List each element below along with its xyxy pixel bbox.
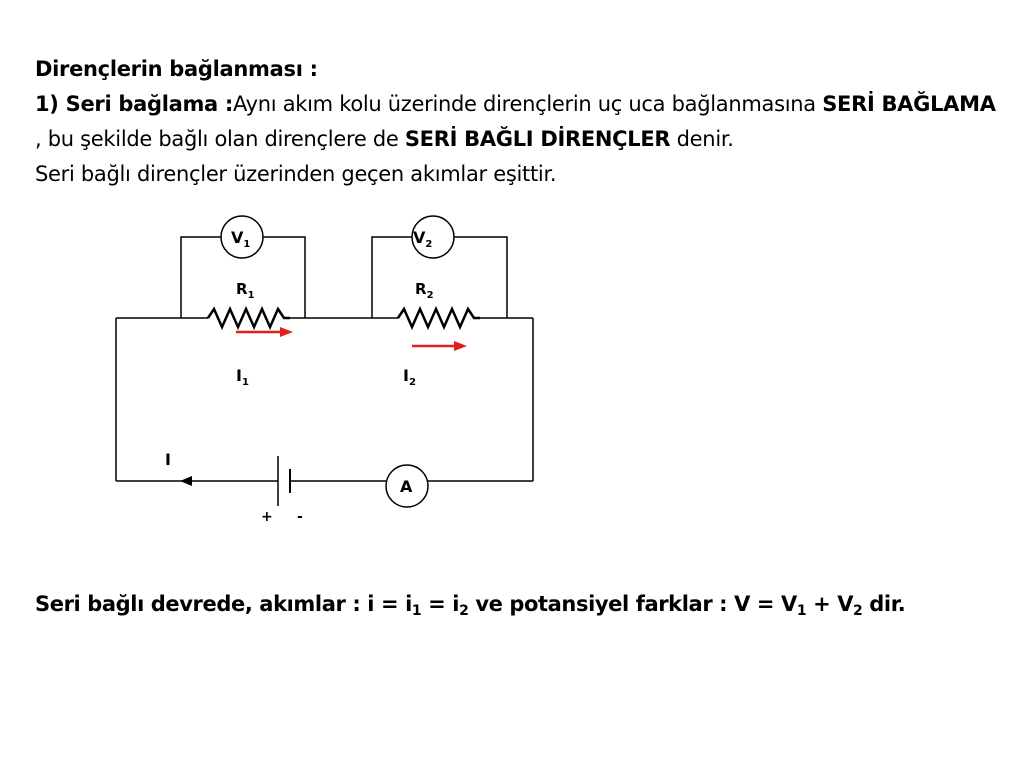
voltmeter1-label: $V_1$ [231, 228, 251, 250]
voltmeter2-branch [372, 237, 412, 318]
definition-text-3: denir. [670, 127, 734, 151]
battery-plus-label: + [261, 509, 273, 525]
formula-prefix: Seri bağlı devrede, akımlar : [35, 592, 368, 616]
voltmeter1-branch-right [263, 237, 305, 318]
definition-term-1: SERİ BAĞLAMA [822, 92, 996, 116]
circuit-wires [116, 237, 533, 481]
current-arrow-1 [236, 327, 293, 337]
formula-voltage-sub1: 1 [796, 603, 807, 619]
voltmeter2-branch-right [454, 237, 507, 318]
current2-label: $I_2$ [403, 366, 416, 388]
resistor2-label: $R_2$ [415, 280, 434, 301]
current-note: Seri bağlı dirençler üzerinden geçen akımlar eşittir. [35, 162, 557, 186]
resistor1-label: $R_1$ [236, 280, 255, 301]
resistor2-zigzag [398, 309, 480, 327]
definition-term-2: SERİ BAĞLI DİRENÇLER [404, 127, 671, 151]
series-formula-line [35, 588, 1020, 627]
main-current-arrow [180, 476, 192, 486]
definition-text-2: , bu şekilde bağlı olan dirençlere de [35, 127, 405, 151]
formula-current-eq: = i [421, 592, 460, 616]
formula-mid-text: ve potansiyel farklar : [468, 592, 735, 616]
main-current-label: I [165, 450, 171, 469]
formula-current-sub2: 2 [459, 603, 469, 619]
definition-lead: 1) Seri bağlama : [35, 92, 234, 116]
battery-minus-label: - [297, 509, 303, 525]
page-heading: Dirençlerin bağlanması : [35, 57, 318, 81]
formula-suffix: dir. [862, 592, 906, 616]
formula-voltage-plus: + V [806, 592, 854, 616]
formula-voltage-v: V = V [734, 592, 797, 616]
definition-text-1: Aynı akım kolu üzerinde dirençlerin uç uca bağlanmasına [233, 92, 823, 116]
current1-label: $I_1$ [236, 366, 249, 388]
formula-current-i: i = i [367, 592, 412, 616]
ammeter-label: A [400, 477, 413, 496]
formula-current-sub1: 1 [411, 603, 422, 619]
voltmeter2-label: $V_2$ [413, 228, 433, 250]
resistor1-zigzag [208, 309, 290, 327]
voltmeter1-branch [181, 237, 221, 318]
formula-voltage-sub2: 2 [853, 603, 863, 619]
current-arrow-2 [412, 341, 467, 351]
